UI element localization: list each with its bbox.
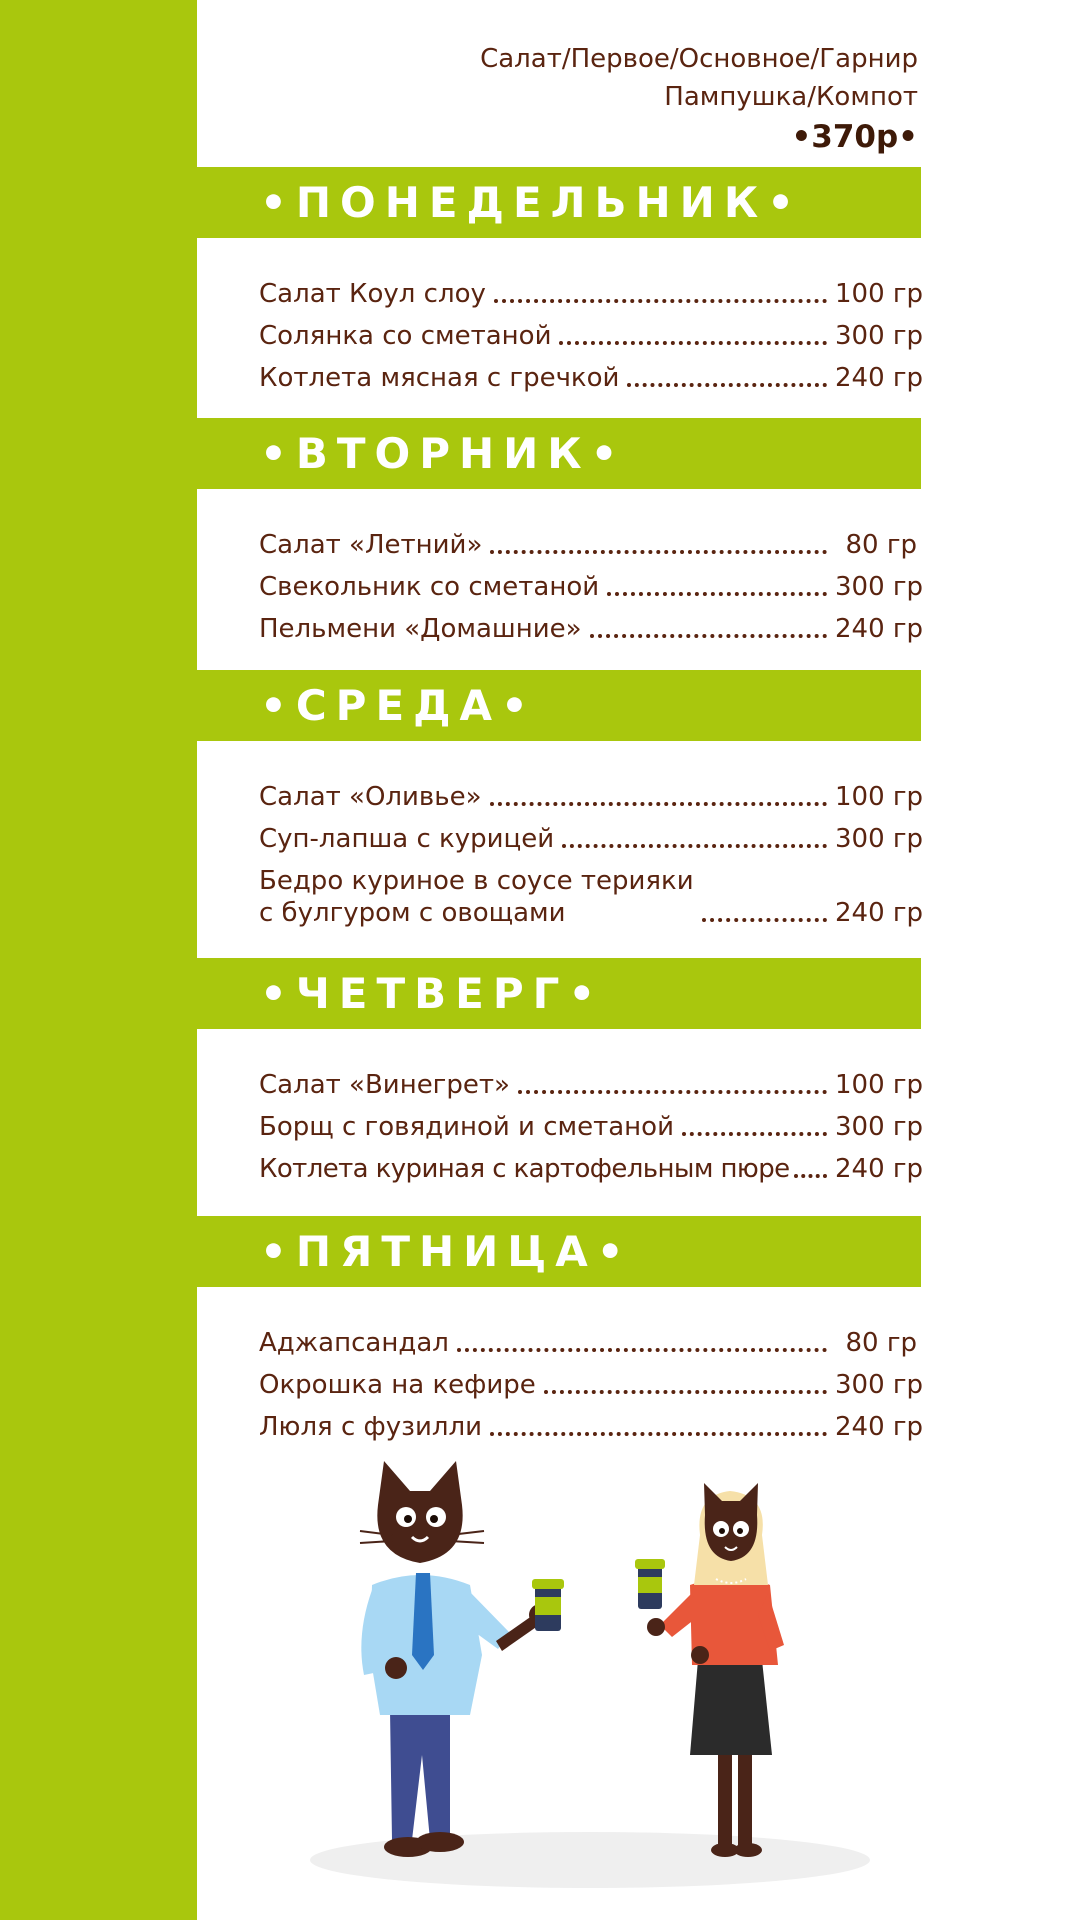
item-name-multiline: [259, 865, 694, 929]
day-bar-tuesday: [197, 418, 921, 489]
item-name: Салат Коул слоу: [259, 279, 486, 309]
leader-dots: [518, 1090, 827, 1094]
item-name: Салат «Винегрет»: [259, 1070, 510, 1100]
menu-item: [259, 1101, 924, 1143]
day-title-tuesday: •ВТОРНИК•: [260, 429, 627, 478]
leader-dots: [590, 634, 827, 638]
item-name-line1: Бедро куриное в соусе терияки: [259, 866, 694, 896]
item-name: Котлета куриная с картофельным пюре: [259, 1154, 790, 1184]
menu-item: [259, 603, 924, 645]
left-sidebar-band: [0, 0, 197, 1920]
cats-illustration: [300, 1455, 900, 1895]
menu-item: [259, 771, 924, 813]
item-weight: 80 гр: [845, 1328, 917, 1358]
menu-item: [259, 310, 924, 352]
menu-item: [259, 561, 924, 603]
item-weight: 240 гр: [835, 363, 924, 393]
menu-item: [259, 519, 917, 561]
item-weight: 240 гр: [835, 898, 924, 928]
coffee-cup-icon: [635, 1559, 665, 1609]
day-menu-monday: [259, 268, 924, 394]
leader-dots: [607, 592, 827, 596]
item-weight: 240 гр: [835, 1154, 924, 1184]
item-weight: 300 гр: [835, 1112, 924, 1142]
day-title-friday: •ПЯТНИЦА•: [260, 1227, 633, 1276]
leader-dots: [794, 1174, 827, 1178]
item-name: Суп-лапша с курицей: [259, 824, 555, 854]
menu-header: [480, 40, 918, 158]
item-weight: 240 гр: [835, 614, 924, 644]
item-name: Пельмени «Домашние»: [259, 614, 582, 644]
item-name: Котлета мясная с гречкой: [259, 363, 620, 393]
leader-dots: [457, 1348, 827, 1352]
item-weight: 300 гр: [835, 1370, 924, 1400]
menu-item: [259, 1059, 924, 1101]
menu-item: [259, 1401, 924, 1443]
item-name: Борщ с говядиной и сметаной: [259, 1112, 674, 1142]
item-name: Окрошка на кефире: [259, 1370, 536, 1400]
leader-dots: [682, 1132, 827, 1136]
coffee-cup-icon: [532, 1579, 564, 1631]
item-weight: 80 гр: [845, 530, 917, 560]
leader-dots: [562, 844, 827, 848]
day-bar-thursday: [197, 958, 921, 1029]
item-weight: 300 гр: [835, 321, 924, 351]
leader-dots: [559, 341, 827, 345]
item-name: Свекольник со сметаной: [259, 572, 600, 602]
day-menu-thursday: [259, 1059, 924, 1185]
menu-item: [259, 1143, 924, 1185]
day-menu-tuesday: [259, 519, 924, 645]
item-name: Салат «Летний»: [259, 530, 483, 560]
menu-item: [259, 855, 924, 929]
header-courses: Салат/Первое/Основное/Гарнир: [480, 44, 918, 74]
leader-dots: [490, 1432, 827, 1436]
cat-man-icon: [360, 1461, 551, 1857]
cat-woman-icon: [647, 1483, 784, 1857]
item-name: Аджапсандал: [259, 1328, 449, 1358]
day-title-wednesday: •СРЕДА•: [260, 681, 537, 730]
menu-item: [259, 813, 924, 855]
item-weight: 100 гр: [835, 1070, 924, 1100]
leader-dots: [490, 550, 827, 554]
day-title-monday: •ПОНЕДЕЛЬНИК•: [260, 178, 804, 227]
leader-dots: [627, 383, 827, 387]
header-extras: Пампушка/Компот: [664, 82, 918, 112]
menu-item: [259, 268, 924, 310]
leader-dots: [490, 802, 828, 806]
item-weight: 100 гр: [835, 782, 924, 812]
leader-dots: [544, 1390, 827, 1394]
day-bar-monday: [197, 167, 921, 238]
item-weight: 300 гр: [835, 572, 924, 602]
item-weight: 300 гр: [835, 824, 924, 854]
menu-item: [259, 1359, 924, 1401]
item-name: Салат «Оливье»: [259, 782, 482, 812]
day-bar-friday: [197, 1216, 921, 1287]
day-bar-wednesday: [197, 670, 921, 741]
menu-item: [259, 352, 924, 394]
header-price: •370р•: [791, 119, 918, 155]
item-name: Солянка со сметаной: [259, 321, 552, 351]
item-name: Люля с фузилли: [259, 1412, 482, 1442]
item-name: с булгуром с овощами: [259, 898, 566, 928]
day-menu-friday: [259, 1317, 924, 1443]
menu-item: [259, 1317, 917, 1359]
item-weight: 100 гр: [835, 279, 924, 309]
day-title-thursday: •ЧЕТВЕРГ•: [260, 969, 605, 1018]
item-weight: 240 гр: [835, 1412, 924, 1442]
leader-dots: [702, 918, 827, 922]
leader-dots: [494, 299, 827, 303]
day-menu-wednesday: [259, 771, 924, 929]
